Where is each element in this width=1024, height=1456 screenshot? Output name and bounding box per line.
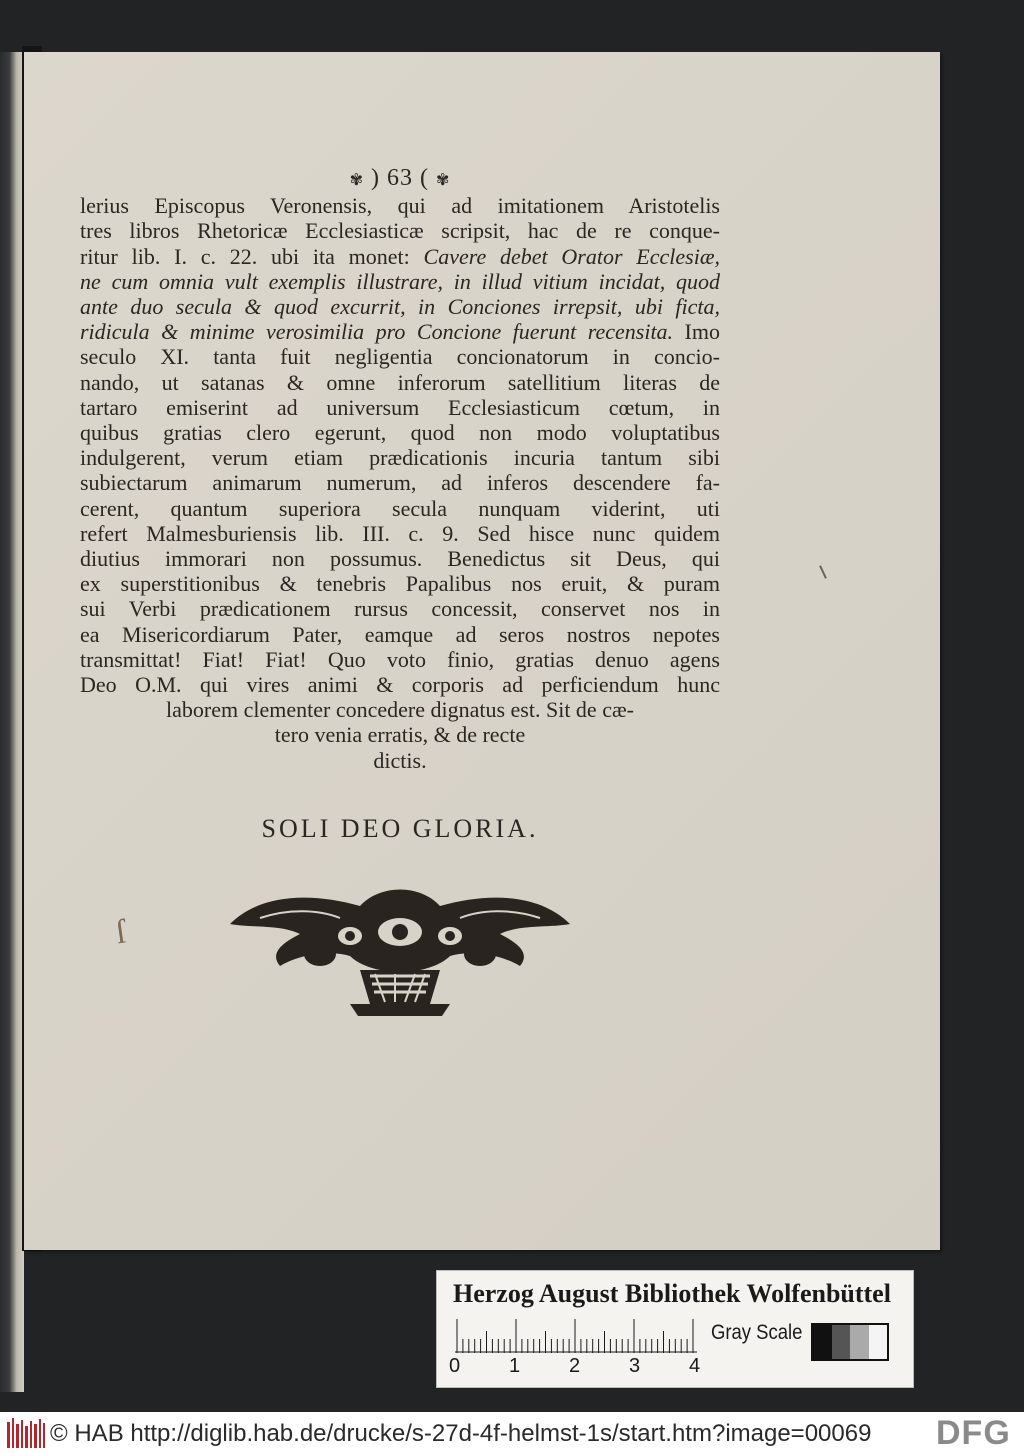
page-text-block: [80, 165, 720, 843]
text-line-segment: ex superstitionibus & tenebris Papalibus nos eruit, & puram: [80, 571, 720, 597]
text-line: [80, 193, 720, 218]
ruler-scale: [455, 1319, 697, 1353]
closing-line: laborem clementer concedere dignatus est. Sit de cæ-: [166, 697, 634, 723]
text-line: [80, 218, 720, 243]
page-number: ) 63 (: [371, 165, 429, 191]
text-line: [80, 647, 720, 672]
dfg-logo: DFG: [936, 1414, 1011, 1452]
closing-lines: [80, 697, 720, 773]
color-target-card: [436, 1270, 914, 1388]
text-line: [80, 596, 720, 621]
ink-mark: ſ: [113, 913, 128, 952]
text-line-segment: transmittat! Fiat! Fiat! Quo voto finio, gratias denuo agens: [80, 646, 720, 672]
gray-scale-patches: [811, 1323, 889, 1361]
ruler-number: 4: [689, 1355, 701, 1377]
text-line: [80, 319, 720, 344]
text-line-segment: ritur lib. I. c. 22. ubi ita monet:: [80, 243, 424, 269]
text-line-segment: nando, ut satanas & omne inferorum satellitium literas de: [80, 369, 720, 395]
text-line: [80, 470, 720, 495]
text-line-segment: diutius immorari non possumus. Benedictus sit Deus, qui: [80, 546, 720, 572]
ruler-number: 1: [509, 1355, 521, 1377]
text-line: [80, 622, 720, 647]
text-line: [80, 244, 720, 269]
text-line-segment: cerent, quantum superiora secula nunquam viderint, uti: [80, 495, 720, 521]
text-line-segment: Imo: [673, 319, 720, 345]
text-line-segment: quibus gratias clero egerunt, quod non modo voluptatibus: [80, 420, 720, 446]
hab-barcode-logo-icon: [6, 1418, 46, 1450]
ruler-numbers: [449, 1355, 709, 1379]
text-line: [80, 269, 720, 294]
library-name: Herzog August Bibliothek Wolfenbüttel: [453, 1279, 891, 1308]
text-line: [80, 445, 720, 470]
ruler-number: 2: [569, 1355, 581, 1377]
text-line-segment: Cavere debet Orator Ecclesiæ,: [423, 243, 720, 269]
text-line-segment: refert Malmesburiensis lib. III. c. 9. Sed hisce nunc quidem: [80, 520, 720, 546]
gray-patch: [813, 1325, 832, 1359]
text-line: [80, 294, 720, 319]
book-page: [24, 52, 940, 1250]
text-line-segment: ea Misericordiarum Pater, eamque ad seros nostros nepotes: [80, 621, 720, 647]
text-line-segment: tartaro emiserint ad universum Ecclesiasticum cœtum, in: [80, 394, 720, 420]
right-ornament-icon: ✾: [435, 172, 451, 189]
closing-line: tero venia erratis, & de recte: [274, 722, 526, 748]
soli-deo-gloria: SOLI DEO GLORIA.: [261, 814, 539, 843]
gray-patch: [850, 1325, 869, 1359]
text-line-segment: Deo O.M. qui vires animi & corporis ad perficiendum hunc: [80, 672, 720, 698]
main-paragraph: [80, 193, 720, 697]
gray-patch: [832, 1325, 851, 1359]
text-line-segment: sui Verbi prædicationem rursus concessit, conservet nos in: [80, 596, 720, 622]
text-line: [80, 496, 720, 521]
text-line-segment: seculo XI. tanta fuit negligentia concionatorum in concio-: [80, 344, 720, 370]
gray-scale-label: Gray Scale: [711, 1321, 803, 1344]
gray-patch: [869, 1325, 888, 1359]
text-line-segment: indulgerent, verum etiam prædicationis incuria tantum sibi: [80, 445, 720, 471]
text-line-segment: tres libros Rhetoricæ Ecclesiasticæ scripsit, hac de re conque-: [80, 218, 720, 244]
text-line: [80, 521, 720, 546]
text-line: [80, 672, 720, 697]
ruler-number: 3: [629, 1355, 641, 1377]
pencil-tick: [819, 565, 827, 579]
source-url: © HAB http://diglib.hab.de/drucke/s-27d-4f-helmst-1s/start.htm?image=00069: [50, 1420, 872, 1447]
page-header: [80, 166, 720, 193]
text-line-segment: ne cum omnia vult exemplis illustrare, in illud vitium incidat, quod: [80, 268, 720, 294]
text-line-segment: lerius Episcopus Veronensis, qui ad imitationem Aristotelis: [80, 193, 720, 219]
left-ornament-icon: ✾: [349, 172, 364, 189]
text-line: [80, 395, 720, 420]
text-line: [80, 571, 720, 596]
footer-bar: [0, 1412, 1024, 1456]
previous-page-edge: [0, 52, 24, 1392]
text-line-segment: subiectarum animarum numerum, ad inferos descendere fa-: [80, 470, 720, 496]
text-line-segment: ridicula & minime verosimilia pro Concione fuerunt recensita.: [80, 319, 674, 345]
text-line: [80, 420, 720, 445]
flower-basket-ornament-icon: [220, 884, 580, 1024]
closing-line: dictis.: [373, 747, 427, 773]
ruler-number: 0: [449, 1355, 461, 1377]
text-line: [80, 370, 720, 395]
text-line-segment: ante duo secula & quod excurrit, in Conciones irrepsit, ubi ficta,: [80, 294, 720, 320]
text-line: [80, 344, 720, 369]
text-line: [80, 546, 720, 571]
